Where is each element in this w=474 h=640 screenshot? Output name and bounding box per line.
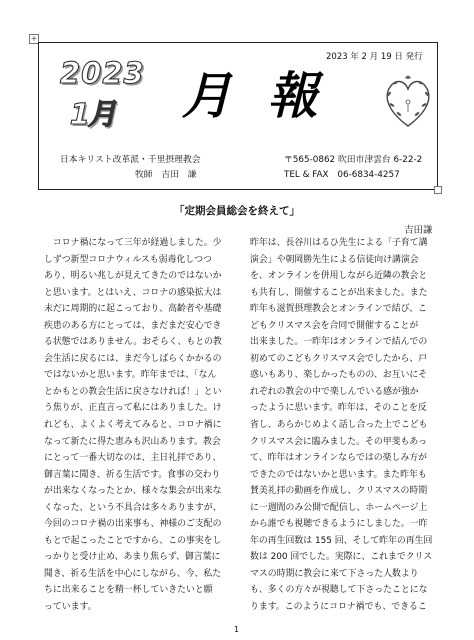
body-text-line: クリスマス会に臨みました。その甲斐もあっ [250, 436, 428, 447]
article-column-right [250, 235, 442, 616]
body-text-line: も共有し、開催することが出来ました。また [250, 287, 428, 298]
body-text-line: 数は 200 回でした。実際に、これまでクリス [250, 552, 433, 563]
body-text-line: 演会」や朝岡勝先生による信徒向け講演会 [250, 254, 419, 265]
body-text-line: しずつ新型コロナウィルスも弱毒化しつつ [44, 254, 212, 265]
masthead-month: 1月 [66, 97, 123, 131]
body-text-line: が出来なくなったとか、様々な集会が出来な [44, 486, 222, 497]
body-text-line: なって新たに得た恵みも沢山あります。教会 [44, 436, 221, 447]
body-text-line: う焦りが、正直言って私にはありました。け [44, 403, 222, 414]
body-text-line: ではないかと思います。昨年までは、「なん [44, 370, 217, 381]
body-text-line: て、昨年はオンラインならではの楽しみ方が [250, 453, 427, 464]
body-text-line: 昨年は、長谷川はるひ先生による「子育て講 [250, 238, 428, 248]
body-text-line: 省し、あらかじめよく話し合った上でこども [250, 420, 428, 431]
body-text-line: っています。 [44, 602, 97, 613]
body-text-line: もとで起こったことですから、この事実をし [44, 535, 222, 546]
body-text-line: を、オンラインを併用しながら近隣の教会と [250, 271, 428, 282]
article-author: 吉田謙 [404, 225, 433, 236]
church-tel-fax: TEL & FAX 06-6834-4257 [284, 170, 400, 180]
body-text-line: 未だに周期的に起こっており、高齢者や基礎 [44, 304, 222, 315]
body-text-line: にとって一番大切なのは、主日礼拝であり、 [44, 453, 222, 464]
body-text-line: に一週間のみ公開で配信し、ホームページ上 [250, 502, 428, 513]
heart-wreath-icon [381, 72, 435, 132]
body-text-line: 初めてのこどもクリスマス会でしたから、戸 [250, 353, 428, 364]
body-text-line: 出来ました。一昨年はオンラインで結んでの [250, 337, 428, 348]
table-resize-handle[interactable] [434, 186, 442, 194]
body-text-line: れぞれの教会の中で楽しんでいる感が強か [250, 386, 419, 397]
body-text-line: 会生活に戻るには、まだ今しばらくかかるの [44, 353, 222, 364]
table-move-handle[interactable]: + [30, 34, 38, 43]
body-text-line: できたのではないかと思います。また昨年も [250, 469, 427, 480]
body-text-line: 年の再生回数は 155 回、そして昨年の再生回 [250, 535, 433, 546]
body-text-line: も、多くの方々が視聴して下さったことにな [250, 585, 428, 596]
masthead-year: 2023 [60, 56, 145, 90]
body-text-line: どもクリスマス会を合同で開催することが [250, 320, 419, 331]
body-text-line: と思います。とはいえ、コロナの感染拡大は [44, 287, 222, 298]
article-title: 「定期会員総会を終えて」 [174, 205, 300, 217]
masthead-title-right: 報 [264, 67, 330, 125]
body-text-line: 昨年も滋賀摂理教会とオンラインで結び、こ [250, 304, 427, 315]
issue-date: 2023 年 2 月 19 日 発行 [326, 52, 423, 62]
body-text-line: れども、よくよく考えてみると、コロナ禍に [44, 420, 222, 431]
body-text-line: っかりと受け止め、あまり焦らず、御言葉に [44, 552, 221, 563]
body-text-line: 疾患のある方にとっては、まだまだ安心でき [44, 320, 222, 331]
body-text-line: 今回のコロナ禍の出来事も、神様のご支配の [44, 519, 222, 530]
body-text-line: ったように思います。昨年は、そのことを反 [250, 403, 427, 414]
page-number: 1 [234, 625, 240, 634]
body-text-line: から誰でも視聴できるようにしました。一昨 [250, 519, 428, 530]
church-address: 〒565-0862 吹田市津雲台 6-22-2 [284, 155, 423, 165]
church-name: 日本キリスト改革派・千里摂理教会 [60, 155, 201, 165]
body-text-line: マスの時期に教会に来て下さった人数より [250, 568, 419, 579]
body-text-line: 賛美礼拝の動画を作成し、クリスマスの時期 [250, 486, 428, 497]
body-text-line: 聞き、祈る生活を中心にしながら、今、私た [44, 568, 222, 579]
body-text-line: くなった、という不具合は多々ありますが、 [44, 502, 222, 513]
body-text-line: 惑いもあり、楽しかったものの、お互いにそ [250, 370, 428, 381]
body-text-line: コロナ禍になって三年が経過しました。少 [44, 238, 222, 248]
masthead-title-left: 月 [178, 67, 244, 125]
body-text-line: 御言葉に聞き、祈る生活です。食事の交わり [44, 469, 221, 480]
body-text-line: ちに出来ることを精一杯していきたいと願 [44, 585, 213, 596]
body-text-line: あり、明るい兆しが見えてきたのではないか [44, 271, 222, 282]
body-text-line: とかもとの教会生活に戻さなければ！」とい [44, 386, 222, 397]
article-column-left [44, 235, 236, 616]
pastor-name: 牧師 吉田 謙 [135, 170, 197, 180]
body-text-line: ります。このようにコロナ禍でも、できるこ [250, 602, 427, 613]
body-text-line: る状態ではありません。おそらく、もとの教 [44, 337, 222, 348]
